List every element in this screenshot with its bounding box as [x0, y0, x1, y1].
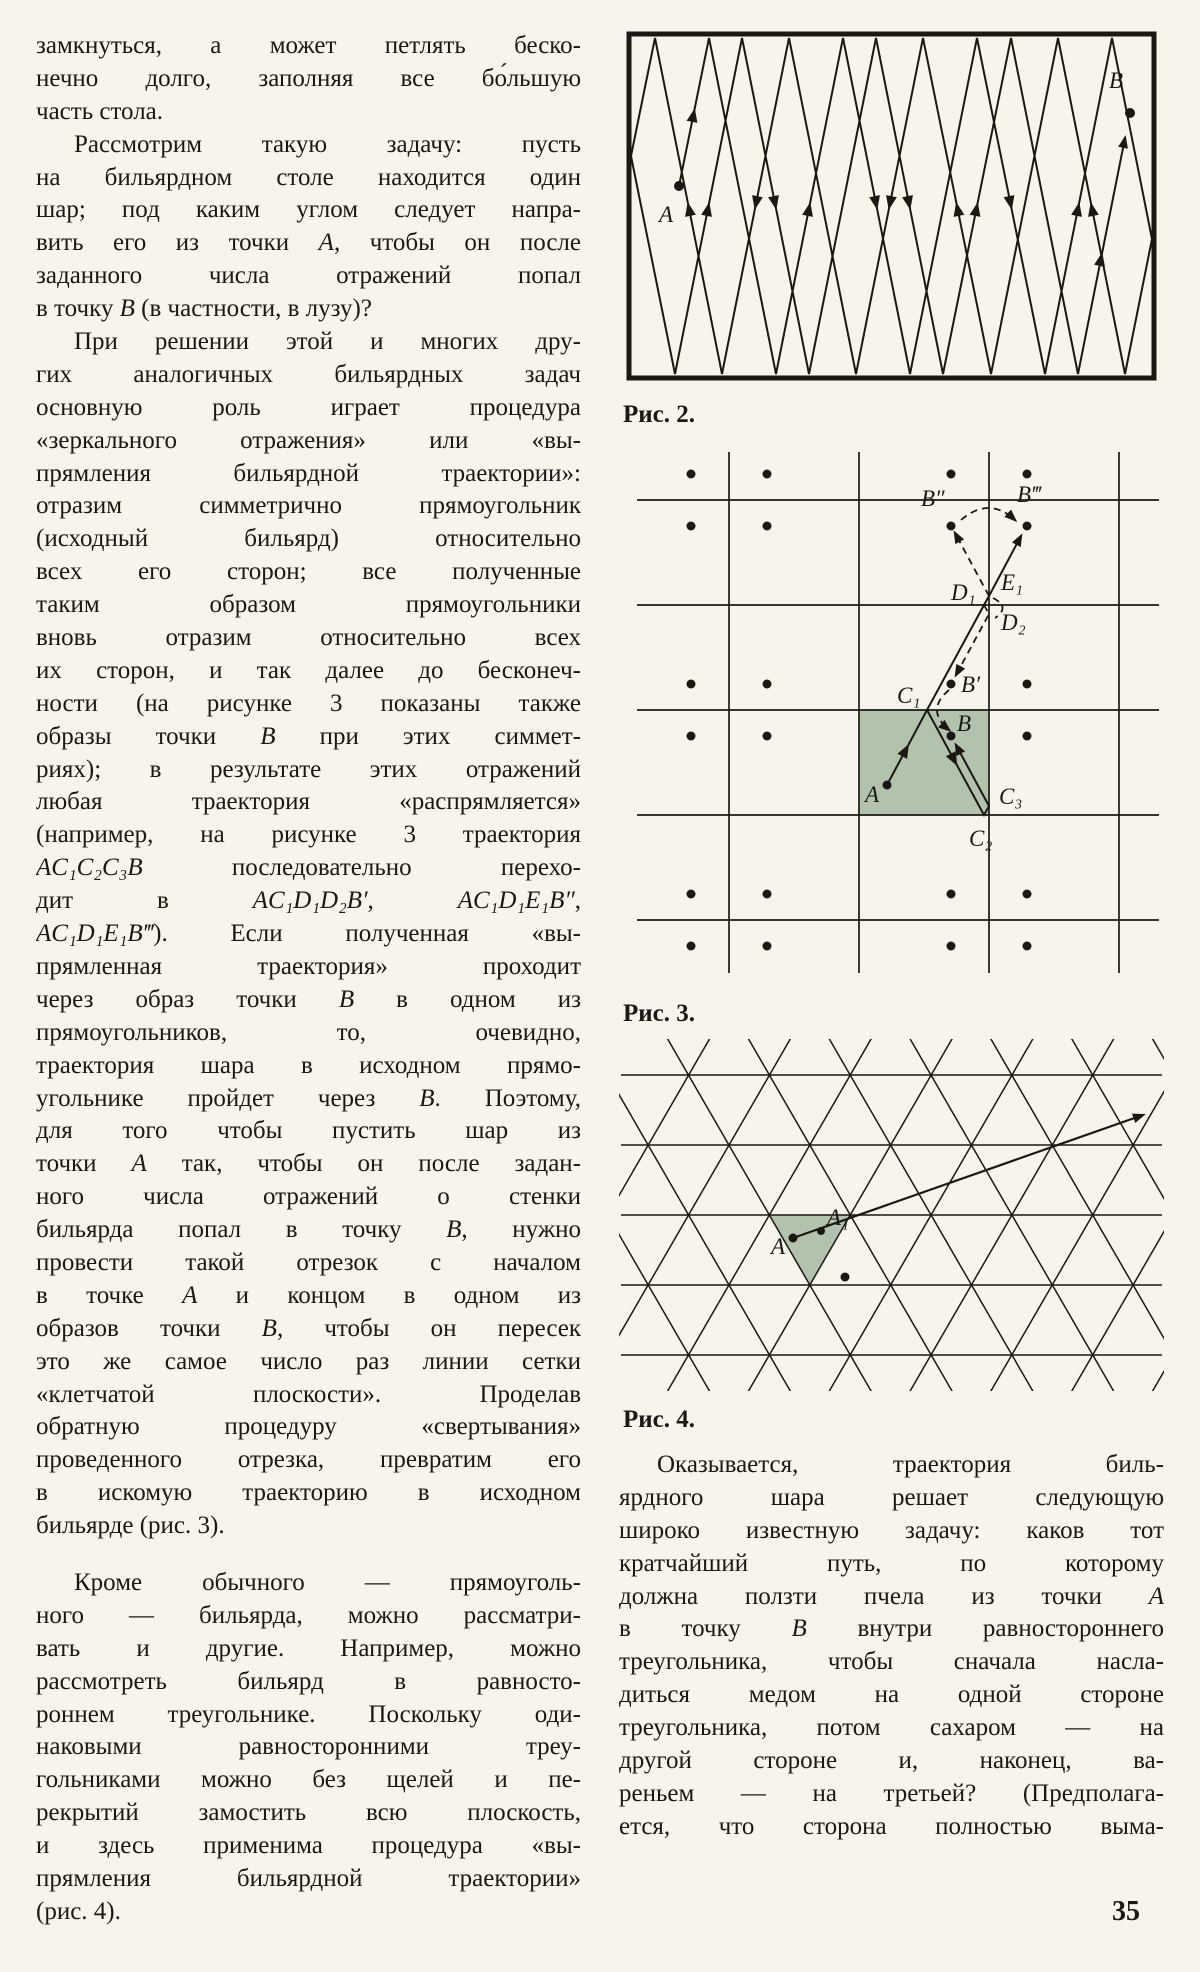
- text-line: это же самое число раз линии сетки: [36, 1347, 581, 1375]
- text-line: риях); в результате этих отражений: [36, 755, 581, 783]
- text-line: в точку B (в частности, в лузу)?: [36, 295, 372, 323]
- text-line: на бильярдном столе находится один: [36, 163, 581, 191]
- text-line: должна ползти пчела из точки A: [619, 1582, 1164, 1610]
- figure-3-caption: Рис. 3.: [623, 1000, 696, 1027]
- label-b-dprime: B″: [921, 486, 945, 511]
- text-line: в точку B внутри равностороннего: [619, 1615, 1164, 1643]
- text-line: и здесь применима процедура «вы-: [36, 1832, 581, 1860]
- text-line: бильярда попал в точку B, нужно: [36, 1216, 581, 1244]
- trajectory-arrowhead: [749, 195, 763, 211]
- label-a: A: [865, 782, 880, 807]
- text-line: часть стола.: [36, 97, 164, 125]
- label-a: A: [771, 1234, 786, 1259]
- right-column-text: [619, 1449, 1164, 1844]
- point-b-tprime-dot: [1023, 522, 1032, 531]
- text-line: ного числа отражений о стенки: [36, 1183, 581, 1211]
- text-line: рекрытий замостить всю плоскость,: [36, 1799, 581, 1827]
- trajectory-arrowhead: [970, 201, 984, 217]
- paragraph: [619, 1449, 1164, 1844]
- point-b-label: B: [1109, 68, 1124, 93]
- text-line: При решении этой и многих дру-: [74, 328, 581, 356]
- text-line: ности (на рисунке 3 показаны также: [36, 689, 581, 717]
- figure-2-billiard-zigzag: [619, 26, 1164, 386]
- text-line: (исходный бильярд) относительно: [36, 525, 581, 553]
- trajectory-arrowhead: [902, 195, 916, 211]
- text-line: угольнике пройдет через B. Поэтому,: [36, 1084, 581, 1112]
- text-line: бильярде (рис. 3).: [36, 1512, 225, 1540]
- trajectory-arrowhead: [687, 107, 701, 123]
- label-b: B: [957, 711, 972, 736]
- text-line: рассмотреть бильярд в равносто-: [36, 1667, 581, 1695]
- text-line: ярдного шара решает следующую: [619, 1483, 1164, 1511]
- text-line: точки A так, чтобы он после задан-: [36, 1150, 581, 1178]
- label-c3: C₃: [999, 784, 1023, 809]
- text-line: обратную процедуру «свертывания»: [36, 1413, 581, 1441]
- text-line: треугольника, чтобы сначала насла-: [619, 1648, 1164, 1676]
- text-line: замкнуться, а может петлять беско-: [36, 32, 581, 59]
- text-line: через образ точки B в одном из: [36, 985, 581, 1013]
- label-a1: A₁: [827, 1205, 850, 1230]
- text-line: реньем — на третьей? (Предполага-: [619, 1779, 1164, 1807]
- text-line: ного — бильярда, можно рассматри-: [36, 1601, 581, 1629]
- text-line: роннем треугольнике. Поскольку оди-: [36, 1700, 581, 1728]
- text-line: провести такой отрезок с началом: [36, 1248, 581, 1276]
- text-line: «клетчатой плоскости». Проделав: [36, 1380, 581, 1408]
- point-a-dot: [883, 781, 892, 790]
- text-line: для того чтобы пустить шар из: [36, 1117, 581, 1145]
- lattice-lines: [619, 1039, 1164, 1391]
- trajectory-arrowhead: [951, 201, 965, 217]
- text-line: гих аналогичных бильярдных задач: [36, 360, 581, 388]
- right-column: [619, 26, 1164, 1844]
- text-line: (рис. 4).: [36, 1897, 121, 1925]
- paragraph: [36, 129, 581, 326]
- text-line: образы точки B при этих симмет-: [36, 722, 581, 750]
- trajectory-arrowhead: [1004, 195, 1018, 211]
- trajectory-arrowhead: [883, 195, 897, 211]
- point-b-prime-dot: [947, 680, 956, 689]
- text-line: прямоугольников, то, очевидно,: [36, 1018, 581, 1046]
- page-number: 35: [1112, 1896, 1140, 1927]
- point-b-dprime-dot: [947, 522, 956, 531]
- trajectory-arrowhead: [1071, 201, 1085, 217]
- text-line: кратчайший путь, по которому: [619, 1549, 1164, 1577]
- text-line: любая траектория «распрямляется»: [36, 788, 581, 816]
- text-line: траектория шара в исходном прямо-: [36, 1051, 581, 1079]
- text-line: «зеркального отражения» или «вы-: [36, 426, 581, 454]
- paragraph: [36, 1567, 581, 1929]
- text-line: диться медом на одной стороне: [619, 1681, 1164, 1709]
- point-b-dot: [841, 1273, 850, 1282]
- figure-4-triangular-lattice: [619, 1039, 1164, 1391]
- text-line: ется, что сторона полностью выма-: [619, 1812, 1164, 1840]
- figure-2-caption: Рис. 2.: [623, 401, 696, 428]
- label-e1: E₁: [1001, 570, 1024, 595]
- point-a-label: A: [659, 202, 674, 227]
- trajectory-arrowhead: [682, 201, 696, 217]
- text-line: вать и другие. Например, можно: [36, 1634, 581, 1662]
- unfolded-path-d1-d2-b1: [956, 605, 989, 675]
- point-a-dot: [674, 181, 684, 191]
- text-line: вить его из точки A, чтобы он после: [36, 229, 581, 257]
- label-c2: C₂: [969, 826, 993, 851]
- point-b-dot: [1125, 108, 1135, 118]
- text-line: их сторон, и так далее до бесконеч-: [36, 656, 581, 684]
- text-line: AC₁C₂C₃B последовательно перехо-: [36, 854, 581, 882]
- text-line: AC₁D₁E₁B‴). Если полученная «вы-: [36, 920, 581, 948]
- text-line: в точке A и концом в одном из: [36, 1281, 581, 1309]
- trajectory-arrowhead: [869, 195, 883, 211]
- reflection-arc-b2-b3: [961, 508, 1015, 520]
- figure-3-unfolded-billiard: [619, 440, 1164, 985]
- text-line: Оказывается, траектория биль-: [657, 1451, 1164, 1478]
- text-line: треугольника, потом сахаром — на: [619, 1714, 1164, 1742]
- point-b-dot: [947, 732, 956, 741]
- text-line: нечно долго, заполняя все бо́льшую: [36, 64, 581, 92]
- text-line: шар; под каким углом следует напра-: [36, 196, 581, 224]
- text-line: заданного числа отражений попал: [36, 262, 581, 290]
- trajectory-arrowhead: [802, 201, 816, 217]
- text-line: прямления бильярдной траектории»: [36, 1864, 581, 1892]
- text-line: другой стороне и, наконец, ва-: [619, 1747, 1164, 1775]
- text-line: вновь отразим относительно всех: [36, 624, 581, 652]
- trajectory-arrowhead: [701, 201, 715, 217]
- trajectory-arrowhead: [1085, 201, 1099, 217]
- text-line: в искомую траекторию в исходном: [36, 1479, 581, 1507]
- label-b-tprime: B‴: [1017, 482, 1041, 507]
- text-line: всех его сторон; все полученные: [36, 558, 581, 586]
- text-line: прямленная траектория» проходит: [36, 952, 581, 980]
- label-c1: C₁: [897, 683, 921, 708]
- left-column: [36, 30, 581, 1929]
- text-line: (например, на рисунке 3 траектория: [36, 821, 581, 849]
- label-d2: D₂: [1001, 610, 1026, 635]
- text-line: таким образом прямоугольники: [36, 591, 581, 619]
- text-line: широко известную задачу: каков тот: [619, 1516, 1164, 1544]
- text-line: проведенного отрезка, превратим его: [36, 1446, 581, 1474]
- paragraph: [36, 30, 581, 129]
- text-line: Кроме обычного — прямоуголь-: [74, 1568, 581, 1596]
- point-a1-dot: [817, 1227, 825, 1235]
- text-line: отразим симметрично прямоугольник: [36, 492, 581, 520]
- text-line: образов точки B, чтобы он пересек: [36, 1314, 581, 1342]
- text-line: прямления бильярдной траектории»:: [36, 459, 581, 487]
- text-line: основную роль играет процедура: [36, 393, 581, 421]
- text-line: дит в AC₁D₁D₂B′, AC₁D₁E₁B″,: [36, 887, 581, 915]
- label-b-prime: B′: [961, 672, 981, 697]
- paragraph: [36, 326, 581, 1543]
- figure-4-caption: Рис. 4.: [623, 1406, 696, 1433]
- text-line: гольниками можно без щелей и пе-: [36, 1766, 581, 1794]
- text-line: Рассмотрим такую задачу: пусть: [74, 130, 581, 158]
- point-a-dot: [789, 1234, 798, 1243]
- trajectory-arrowhead: [768, 195, 782, 211]
- text-line: наковыми равносторонними треу-: [36, 1733, 581, 1761]
- label-d1: D₁: [951, 580, 976, 605]
